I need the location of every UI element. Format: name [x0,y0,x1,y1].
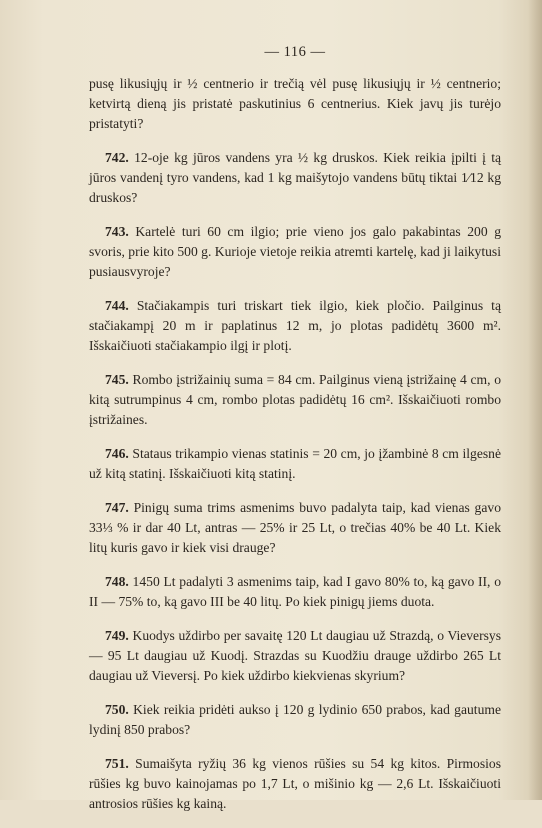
problem-742 [89,148,501,208]
problem-text: Pinigų suma trims asmenims buvo padalyta taip, kad vienas gavo 33⅓ % ir dar 40 Lt, antras — 25% ir 25 Lt, o trečias 40% be 40 Lt. Kiek litų kuris gavo ir kiek visi drauge? [89,500,501,555]
problem-text: Kiek reikia pridėti aukso į 120 g lydinio 650 prabos, kad gautume lydinį 850 prabos? [89,702,501,737]
problem-text: Kartelė turi 60 cm ilgio; prie vieno jos galo pakabintas 200 g svoris, prie kito 500 g. Kurioje vietoje reikia atremti kartelę, kad ji laikytusi pusiausvyroje? [89,224,501,279]
page-content [89,74,501,828]
problem-number: 747. [105,500,129,515]
problem-number: 748. [105,574,129,589]
problem-text: Sumaišyta ryžių 36 kg vienos rūšies su 54 kg kitos. Pirmosios rūšies kg buvo kainojamas po 1,7 Lt, o mišinio kg — 2,6 Lt. Išskaičiuoti antrosios rūšies kg kainą. [89,756,501,811]
problem-750 [89,700,501,740]
problem-number: 751. [105,756,129,771]
problem-text: 1450 Lt padalyti 3 asmenims taip, kad I gavo 80% to, ką gavo II, o II — 75% to, ką gavo III be 40 litų. Po kiek pinigų jiems duota. [89,574,501,609]
problem-744 [89,296,501,356]
problem-number: 750. [105,702,129,717]
problem-751 [89,754,501,814]
problem-746 [89,444,501,484]
problem-number: 746. [105,446,129,461]
problem-748 [89,572,501,612]
page-gutter-shadow [528,0,542,800]
intro-paragraph: pusę likusiųjų ir ½ centnerio ir trečią vėl pusę likusiųjų ir ½ centnerio; ketvirtą dieną jis pristatė paskutinius 6 centnerius. Kiek javų jis turėjo pristatyti? [89,76,501,131]
problem-number: 745. [105,372,129,387]
problem-number: 743. [105,224,129,239]
problem-number: 744. [105,298,129,313]
problem-text: Kuodys uždirbo per savaitę 120 Lt daugiau už Strazdą, o Vieversys — 95 Lt daugiau už Kuodį. Strazdas su Kuodžiu drauge uždirbo 265 Lt daugiau už Vieversį. Po kiek uždirbo kiekvienas skyrium? [89,628,501,683]
problem-number: 749. [105,628,129,643]
problem-747 [89,498,501,558]
problem-text: Stataus trikampio vienas statinis = 20 cm, jo įžambinė 8 cm ilgesnė už kitą statinį. Išskaičiuoti kitą statinį. [89,446,501,481]
problem-text: Rombo įstrižainių suma = 84 cm. Pailginus vieną įstrižainę 4 cm, o kitą sutrumpinus 4 cm, rombo plotas padidėtų 16 cm². Išskaičiuoti rombo įstrižaines. [89,372,501,427]
problem-743 [89,222,501,282]
problem-text: 12-oje kg jūros vandens yra ½ kg druskos. Kiek reikia įpilti į tą jūros vandenį tyro vandens, kad 1 kg maišytojo vandens būtų tiktai 1⁄12 kg druskos? [89,150,502,205]
problem-749 [89,626,501,686]
problem-number: 742. [105,150,129,165]
problem-text: Stačiakampis turi triskart tiek ilgio, kiek pločio. Pailginus tą stačiakampį 20 m ir paplatinus 12 m, jo plotas padidėtų 3600 m². Išskaičiuoti stačiakampio ilgį ir plotį. [89,298,501,353]
page-number: — 116 — [264,44,326,60]
problem-745 [89,370,501,430]
